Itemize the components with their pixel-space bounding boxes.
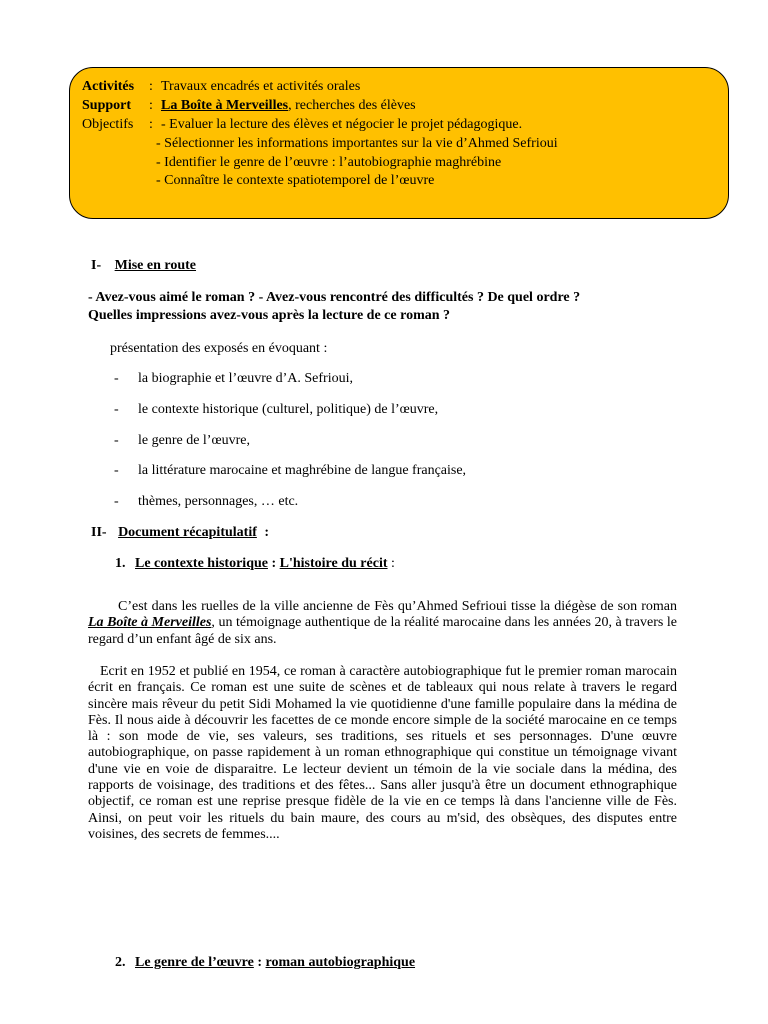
support-label: Support [82,98,132,113]
objectif-item: - Identifier le genre de l’œuvre : l’autobiographie maghrébine [156,155,502,170]
subsection-2-subtitle: roman autobiographique [265,955,416,970]
subsection-1-heading: 1. Le contexte historique : L'histoire du récit : [115,556,395,571]
subsection-1-title: Le contexte historique [135,556,268,571]
presentation-intro: présentation des exposés en évoquant : [110,341,328,356]
support-rest: , recherches des élèves [288,98,416,113]
section-2-number: II- [91,525,107,540]
subsection-1-subtitle: L'histoire du récit [279,556,388,571]
objectifs-label: Objectifs [82,117,134,132]
objectifs-row: Objectifs : - Evaluer la lecture des élèves et négocier le projet pédagogique. [82,116,522,135]
section-2-title: Document récapitulatif [118,525,257,540]
activites-row: Activités : Travaux encadrés et activités orales [82,78,360,97]
support-book-title: La Boîte à Merveilles [161,98,289,113]
subsection-2-number: 2. [115,955,126,970]
subsection-2-heading: 2. Le genre de l’œuvre : roman autobiographique [115,955,416,970]
question-line-2: Quelles impressions avez-vous après la lecture de ce roman ? [88,308,451,323]
section-1-title: Mise en route [114,258,197,273]
section-1-number: I- [91,258,102,273]
subsection-2-title: Le genre de l’œuvre [135,955,254,970]
objectif-item: - Sélectionner les informations importantes sur la vie d’Ahmed Sefrioui [156,136,558,151]
activites-label: Activités [82,79,135,94]
activites-value: Travaux encadrés et activités orales [161,79,361,94]
info-box [69,67,729,219]
subsection-1-number: 1. [115,556,126,571]
section-2-heading: II- Document récapitulatif : [91,525,270,540]
objectif-item: - Evaluer la lecture des élèves et négocier le projet pédagogique. [161,117,523,132]
support-row: Support : La Boîte à Merveilles, recherches des élèves [82,97,416,116]
book-title: La Boîte à Merveilles [88,615,212,631]
section-1-heading [91,258,196,274]
question-line-1: - Avez-vous aimé le roman ? - Avez-vous rencontré des difficultés ? De quel ordre ? [88,290,581,305]
paragraph-1: C’est dans les ruelles de la ville ancienne de Fès qu’Ahmed Sefrioui tisse la diégèse de son roman La Boîte à Merveilles, un témoignage authentique de la réalité marocaine dans les années 20, à travers le regard d’un enfant âgé de six ans. [88,599,677,647]
objectif-item: - Connaître le contexte spatiotemporel de l’œuvre [156,173,435,188]
paragraph-2: Ecrit en 1952 et publié en 1954, ce roman à caractère autobiographique fut le premier roman marocain écrit en français. Ce roman est une suite de scènes et de tableaux qui nous relate à travers le regard sincère mais rêveur du petit Sidi Mohamed la vie quotidienne d'une famille populaire dans la médina de Fès. Il nous aide à découvrir les facettes de ce monde encore simple de la société marocaine en ce temps là : son mode de vie, ses valeurs, ses traditions, ses rituels et ses personnages. D'une œuvre autobiographique, on passe rapidement à un roman ethnographique qui constitue un témoignage vivant d'une vie en voie de disparaitre. Le lecteur devient un témoin de la vie sociale dans la médina, des rapports de voisinage, des traditions et des fêtes... Sans aller jusqu'à être un document ethnographique objectif, ce roman est une reprise presque fidèle de la vie en ce temps là dans l'ancienne ville de Fès. Ainsi, on peut voir les rituels du bain maure, des cours au m'sid, des obsèques, des disputes entre voisines, des secrets de femmes.... [88,664,677,842]
